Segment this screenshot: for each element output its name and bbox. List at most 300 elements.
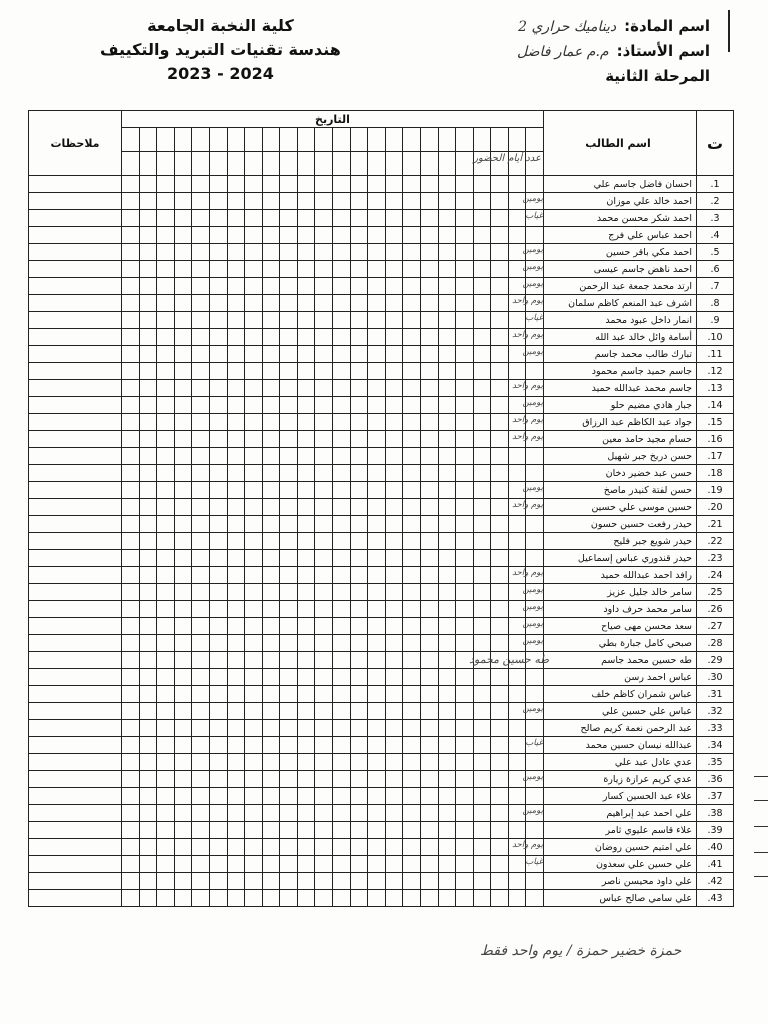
attendance-cell	[350, 635, 368, 652]
attendance-cell	[333, 635, 351, 652]
attendance-cell	[420, 567, 438, 584]
date-cell	[192, 128, 210, 152]
attendance-cell	[262, 193, 280, 210]
student-name: جبار هادي مضيم حلو	[544, 397, 697, 414]
attendance-cell	[473, 805, 491, 822]
attendance-cell	[473, 295, 491, 312]
attendance-cell	[403, 295, 421, 312]
attendance-cell	[508, 584, 526, 601]
table-row	[29, 363, 734, 380]
attendance-cell	[522, 618, 544, 635]
attendance-cell	[139, 448, 157, 465]
attendance-cell	[210, 839, 228, 856]
attendance-cell	[350, 397, 368, 414]
attendance-cell	[333, 516, 351, 533]
attendance-cell	[157, 550, 175, 567]
attendance-cell	[192, 601, 210, 618]
attendance-cell	[174, 312, 192, 329]
attendance-cell	[192, 584, 210, 601]
attendance-cell	[368, 839, 386, 856]
attendance-cell	[122, 176, 140, 193]
col-notes-header: ملاحظات	[29, 111, 122, 176]
attendance-cell	[297, 686, 315, 703]
attendance-cell	[333, 482, 351, 499]
row-number: 5.	[697, 244, 734, 261]
attendance-cell	[420, 261, 438, 278]
attendance-cell	[350, 618, 368, 635]
attendance-cell	[210, 771, 228, 788]
attendance-cell	[174, 703, 192, 720]
attendance-cell	[157, 839, 175, 856]
attendance-cell	[280, 482, 298, 499]
student-name: عباس احمد رسن	[544, 669, 697, 686]
attendance-cell	[473, 414, 491, 431]
attendance-cell	[157, 635, 175, 652]
attendance-cell	[245, 754, 263, 771]
attendance-cell	[210, 261, 228, 278]
attendance-cell	[280, 652, 298, 669]
attendance-cell	[438, 397, 456, 414]
attendance-cell	[227, 635, 245, 652]
attendance-cell	[403, 448, 421, 465]
attendance-cell	[174, 448, 192, 465]
attendance-cell	[245, 176, 263, 193]
attendance-cell	[245, 278, 263, 295]
attendance-cell	[512, 839, 544, 856]
attendance-cell	[192, 567, 210, 584]
attendance-cell	[210, 754, 228, 771]
attendance-cell	[227, 890, 245, 907]
attendance-cell	[508, 261, 526, 278]
attendance-cell	[350, 227, 368, 244]
attendance-cell	[245, 703, 263, 720]
attendance-cell	[368, 448, 386, 465]
attendance-cell	[438, 431, 456, 448]
attendance-cell	[368, 550, 386, 567]
attendance-mark: يومين	[522, 279, 543, 289]
student-name: احمد مكي باقر حسين	[544, 244, 697, 261]
attendance-cell	[315, 227, 333, 244]
attendance-cell	[438, 720, 456, 737]
attendance-cell	[420, 193, 438, 210]
attendance-cell	[315, 312, 333, 329]
attendance-cell	[473, 278, 491, 295]
attendance-mark: يوم واحد	[512, 381, 543, 391]
attendance-cell	[157, 703, 175, 720]
attendance-cell	[280, 499, 298, 516]
attendance-cell	[210, 176, 228, 193]
attendance-cell	[368, 567, 386, 584]
attendance-cell	[139, 567, 157, 584]
attendance-cell	[245, 431, 263, 448]
attendance-cell	[368, 737, 386, 754]
table-row	[29, 601, 734, 618]
attendance-cell	[245, 482, 263, 499]
attendance-cell	[508, 397, 526, 414]
attendance-cell	[368, 346, 386, 363]
attendance-cell	[403, 550, 421, 567]
attendance-cell	[491, 686, 509, 703]
student-name: انمار داخل عبود محمد	[544, 312, 697, 329]
attendance-cell	[280, 856, 298, 873]
table-row	[29, 244, 734, 261]
date-cell	[139, 128, 157, 152]
attendance-cell	[456, 550, 474, 567]
attendance-cell	[297, 278, 315, 295]
attendance-cell	[333, 414, 351, 431]
attendance-cell	[122, 686, 140, 703]
attendance-cell	[438, 618, 456, 635]
attendance-mark: غياب	[525, 857, 543, 867]
attendance-cell	[491, 635, 509, 652]
attendance-cell	[403, 244, 421, 261]
attendance-cell	[385, 312, 403, 329]
attendance-cell	[508, 771, 526, 788]
subject-value: ديناميك حراري 2	[518, 19, 617, 35]
attendance-cell	[368, 618, 386, 635]
attendance-cell	[157, 414, 175, 431]
attendance-cell	[512, 295, 544, 312]
attendance-cell	[491, 482, 509, 499]
attendance-cell	[280, 244, 298, 261]
attendance-cell	[526, 822, 544, 839]
attendance-cell	[491, 771, 509, 788]
attendance-cell	[227, 822, 245, 839]
attendance-cell	[491, 533, 509, 550]
attendance-cell	[350, 737, 368, 754]
attendance-cell	[174, 499, 192, 516]
attendance-cell	[420, 720, 438, 737]
student-name: علي حسين علي سعدون	[544, 856, 697, 873]
notes-cell	[29, 465, 122, 482]
notes-cell	[29, 754, 122, 771]
attendance-mark: يومين	[522, 772, 543, 782]
attendance-cell	[192, 788, 210, 805]
attendance-cell	[403, 329, 421, 346]
attendance-cell	[508, 703, 526, 720]
row-number: 28.	[697, 635, 734, 652]
notes-cell	[29, 533, 122, 550]
attendance-cell	[438, 210, 456, 227]
attendance-cell	[526, 737, 544, 754]
attendance-cell	[456, 448, 474, 465]
attendance-cell	[350, 431, 368, 448]
attendance-cell	[456, 346, 474, 363]
attendance-cell	[438, 788, 456, 805]
attendance-cell	[227, 363, 245, 380]
attendance-cell	[508, 635, 526, 652]
row-number: 12.	[697, 363, 734, 380]
attendance-cell	[262, 176, 280, 193]
attendance-cell	[280, 465, 298, 482]
attendance-cell	[350, 499, 368, 516]
table-row	[29, 771, 734, 788]
date-note-cell	[368, 152, 386, 176]
attendance-mark: غياب	[525, 738, 543, 748]
attendance-cell	[473, 176, 491, 193]
attendance-cell	[473, 635, 491, 652]
attendance-cell	[192, 703, 210, 720]
attendance-cell	[491, 805, 509, 822]
student-name: احمد عباس علي فرج	[544, 227, 697, 244]
table-row	[29, 346, 734, 363]
attendance-cell	[368, 482, 386, 499]
attendance-cell	[297, 618, 315, 635]
attendance-cell	[139, 499, 157, 516]
attendance-cell	[438, 278, 456, 295]
attendance-cell	[280, 278, 298, 295]
attendance-cell	[122, 193, 140, 210]
attendance-cell	[315, 465, 333, 482]
attendance-cell	[315, 550, 333, 567]
attendance-cell	[403, 839, 421, 856]
attendance-cell	[210, 805, 228, 822]
row-number: 15.	[697, 414, 734, 431]
date-note-cell	[473, 152, 491, 176]
attendance-cell	[280, 227, 298, 244]
attendance-cell	[262, 584, 280, 601]
attendance-cell	[333, 771, 351, 788]
attendance-cell	[210, 873, 228, 890]
table-row	[29, 618, 734, 635]
attendance-cell	[227, 856, 245, 873]
notes-cell	[29, 686, 122, 703]
attendance-mark: يومين	[522, 585, 543, 595]
attendance-cell	[350, 652, 368, 669]
attendance-cell	[333, 703, 351, 720]
attendance-cell	[368, 244, 386, 261]
attendance-cell	[420, 822, 438, 839]
student-name: حيدر قندوري عباس إسماعيل	[544, 550, 697, 567]
date-cell	[315, 128, 333, 152]
attendance-cell	[157, 601, 175, 618]
attendance-cell	[420, 873, 438, 890]
attendance-cell	[456, 227, 474, 244]
attendance-cell	[174, 295, 192, 312]
attendance-cell	[522, 805, 544, 822]
row-number: 33.	[697, 720, 734, 737]
attendance-cell	[526, 788, 544, 805]
attendance-cell	[227, 839, 245, 856]
attendance-cell	[491, 584, 509, 601]
attendance-cell	[122, 669, 140, 686]
attendance-cell	[139, 839, 157, 856]
attendance-cell	[227, 686, 245, 703]
attendance-cell	[315, 363, 333, 380]
date-note-cell	[122, 152, 140, 176]
attendance-cell	[245, 601, 263, 618]
student-name: سامر محمد حرف داود	[544, 601, 697, 618]
attendance-cell	[491, 261, 509, 278]
notes-cell	[29, 890, 122, 907]
attendance-cell	[438, 193, 456, 210]
attendance-cell	[420, 499, 438, 516]
attendance-cell	[245, 261, 263, 278]
row-number: 25.	[697, 584, 734, 601]
attendance-cell	[473, 788, 491, 805]
attendance-cell	[368, 822, 386, 839]
attendance-cell	[174, 278, 192, 295]
attendance-cell	[227, 295, 245, 312]
attendance-cell	[350, 261, 368, 278]
attendance-cell	[333, 176, 351, 193]
attendance-cell	[385, 295, 403, 312]
attendance-cell	[174, 720, 192, 737]
attendance-mark: يومين	[522, 636, 543, 646]
attendance-cell	[210, 499, 228, 516]
attendance-cell	[245, 193, 263, 210]
attendance-cell	[403, 567, 421, 584]
attendance-cell	[491, 363, 509, 380]
attendance-cell	[491, 431, 509, 448]
attendance-cell	[491, 414, 509, 431]
student-name: جاسم محمد عبدالله حميد	[544, 380, 697, 397]
attendance-cell	[157, 397, 175, 414]
attendance-cell	[262, 618, 280, 635]
attendance-cell	[174, 805, 192, 822]
row-number: 2.	[697, 193, 734, 210]
attendance-cell	[526, 312, 544, 329]
attendance-cell	[192, 890, 210, 907]
row-number: 38.	[697, 805, 734, 822]
attendance-cell	[174, 890, 192, 907]
attendance-cell	[491, 703, 509, 720]
date-note-cell	[403, 152, 421, 176]
attendance-cell	[385, 193, 403, 210]
attendance-cell	[350, 448, 368, 465]
date-note-cell	[227, 152, 245, 176]
date-note-cell	[297, 152, 315, 176]
student-name: عبد الرحمن نعمة كريم صالح	[544, 720, 697, 737]
attendance-cell	[280, 703, 298, 720]
attendance-cell	[473, 346, 491, 363]
row-number: 1.	[697, 176, 734, 193]
attendance-cell	[297, 890, 315, 907]
attendance-cell	[122, 482, 140, 499]
attendance-cell	[262, 329, 280, 346]
attendance-cell	[456, 380, 474, 397]
attendance-cell	[473, 516, 491, 533]
attendance-cell	[280, 363, 298, 380]
attendance-cell	[368, 890, 386, 907]
table-row	[29, 482, 734, 499]
attendance-cell	[508, 550, 526, 567]
attendance-cell	[157, 312, 175, 329]
attendance-cell	[210, 635, 228, 652]
attendance-cell	[315, 805, 333, 822]
attendance-cell	[385, 346, 403, 363]
attendance-cell	[192, 193, 210, 210]
notes-cell	[29, 822, 122, 839]
student-name: احمد ناهض جاسم عيسى	[544, 261, 697, 278]
attendance-cell	[333, 873, 351, 890]
attendance-mark: يومين	[522, 347, 543, 357]
attendance-cell	[438, 839, 456, 856]
attendance-cell	[333, 499, 351, 516]
attendance-cell	[122, 448, 140, 465]
attendance-cell	[210, 856, 228, 873]
attendance-table	[28, 110, 734, 907]
attendance-cell	[456, 601, 474, 618]
attendance-cell	[192, 312, 210, 329]
attendance-cell	[473, 618, 491, 635]
attendance-cell	[438, 261, 456, 278]
attendance-cell	[403, 856, 421, 873]
attendance-cell	[157, 244, 175, 261]
attendance-cell	[473, 754, 491, 771]
attendance-cell	[491, 890, 509, 907]
attendance-cell	[385, 533, 403, 550]
attendance-cell	[315, 601, 333, 618]
attendance-cell	[522, 346, 544, 363]
attendance-mark: غياب	[525, 211, 543, 221]
table-row	[29, 414, 734, 431]
attendance-cell	[192, 176, 210, 193]
attendance-cell	[473, 567, 491, 584]
attendance-cell	[385, 431, 403, 448]
notes-cell	[29, 363, 122, 380]
attendance-cell	[350, 703, 368, 720]
student-name: علي سامي صالح عباس	[544, 890, 697, 907]
attendance-cell	[385, 465, 403, 482]
attendance-cell	[456, 584, 474, 601]
date-cell	[333, 128, 351, 152]
attendance-cell	[350, 890, 368, 907]
attendance-cell	[122, 499, 140, 516]
attendance-cell	[456, 567, 474, 584]
attendance-cell	[420, 737, 438, 754]
attendance-cell	[526, 363, 544, 380]
date-note-cell	[280, 152, 298, 176]
attendance-cell	[491, 312, 509, 329]
attendance-cell	[297, 227, 315, 244]
attendance-cell	[262, 703, 280, 720]
attendance-cell	[420, 805, 438, 822]
attendance-cell	[491, 448, 509, 465]
row-number: 23.	[697, 550, 734, 567]
row-number: 13.	[697, 380, 734, 397]
attendance-cell	[350, 669, 368, 686]
attendance-cell	[210, 482, 228, 499]
attendance-cell	[262, 397, 280, 414]
attendance-cell	[508, 652, 526, 669]
attendance-cell	[315, 635, 333, 652]
attendance-cell	[192, 414, 210, 431]
attendance-cell	[297, 737, 315, 754]
attendance-cell	[385, 856, 403, 873]
attendance-cell	[438, 329, 456, 346]
attendance-mark: يومين	[522, 245, 543, 255]
attendance-cell	[227, 584, 245, 601]
attendance-cell	[438, 856, 456, 873]
attendance-cell	[245, 737, 263, 754]
attendance-cell	[122, 397, 140, 414]
table-row	[29, 873, 734, 890]
attendance-cell	[473, 363, 491, 380]
attendance-cell	[456, 533, 474, 550]
notes-cell	[29, 380, 122, 397]
attendance-cell	[350, 601, 368, 618]
attendance-cell	[262, 414, 280, 431]
attendance-cell	[403, 380, 421, 397]
attendance-cell	[192, 720, 210, 737]
attendance-cell	[491, 567, 509, 584]
attendance-cell	[280, 839, 298, 856]
attendance-cell	[210, 414, 228, 431]
row-number: 29.	[697, 652, 734, 669]
attendance-cell	[508, 380, 526, 397]
attendance-cell	[456, 771, 474, 788]
